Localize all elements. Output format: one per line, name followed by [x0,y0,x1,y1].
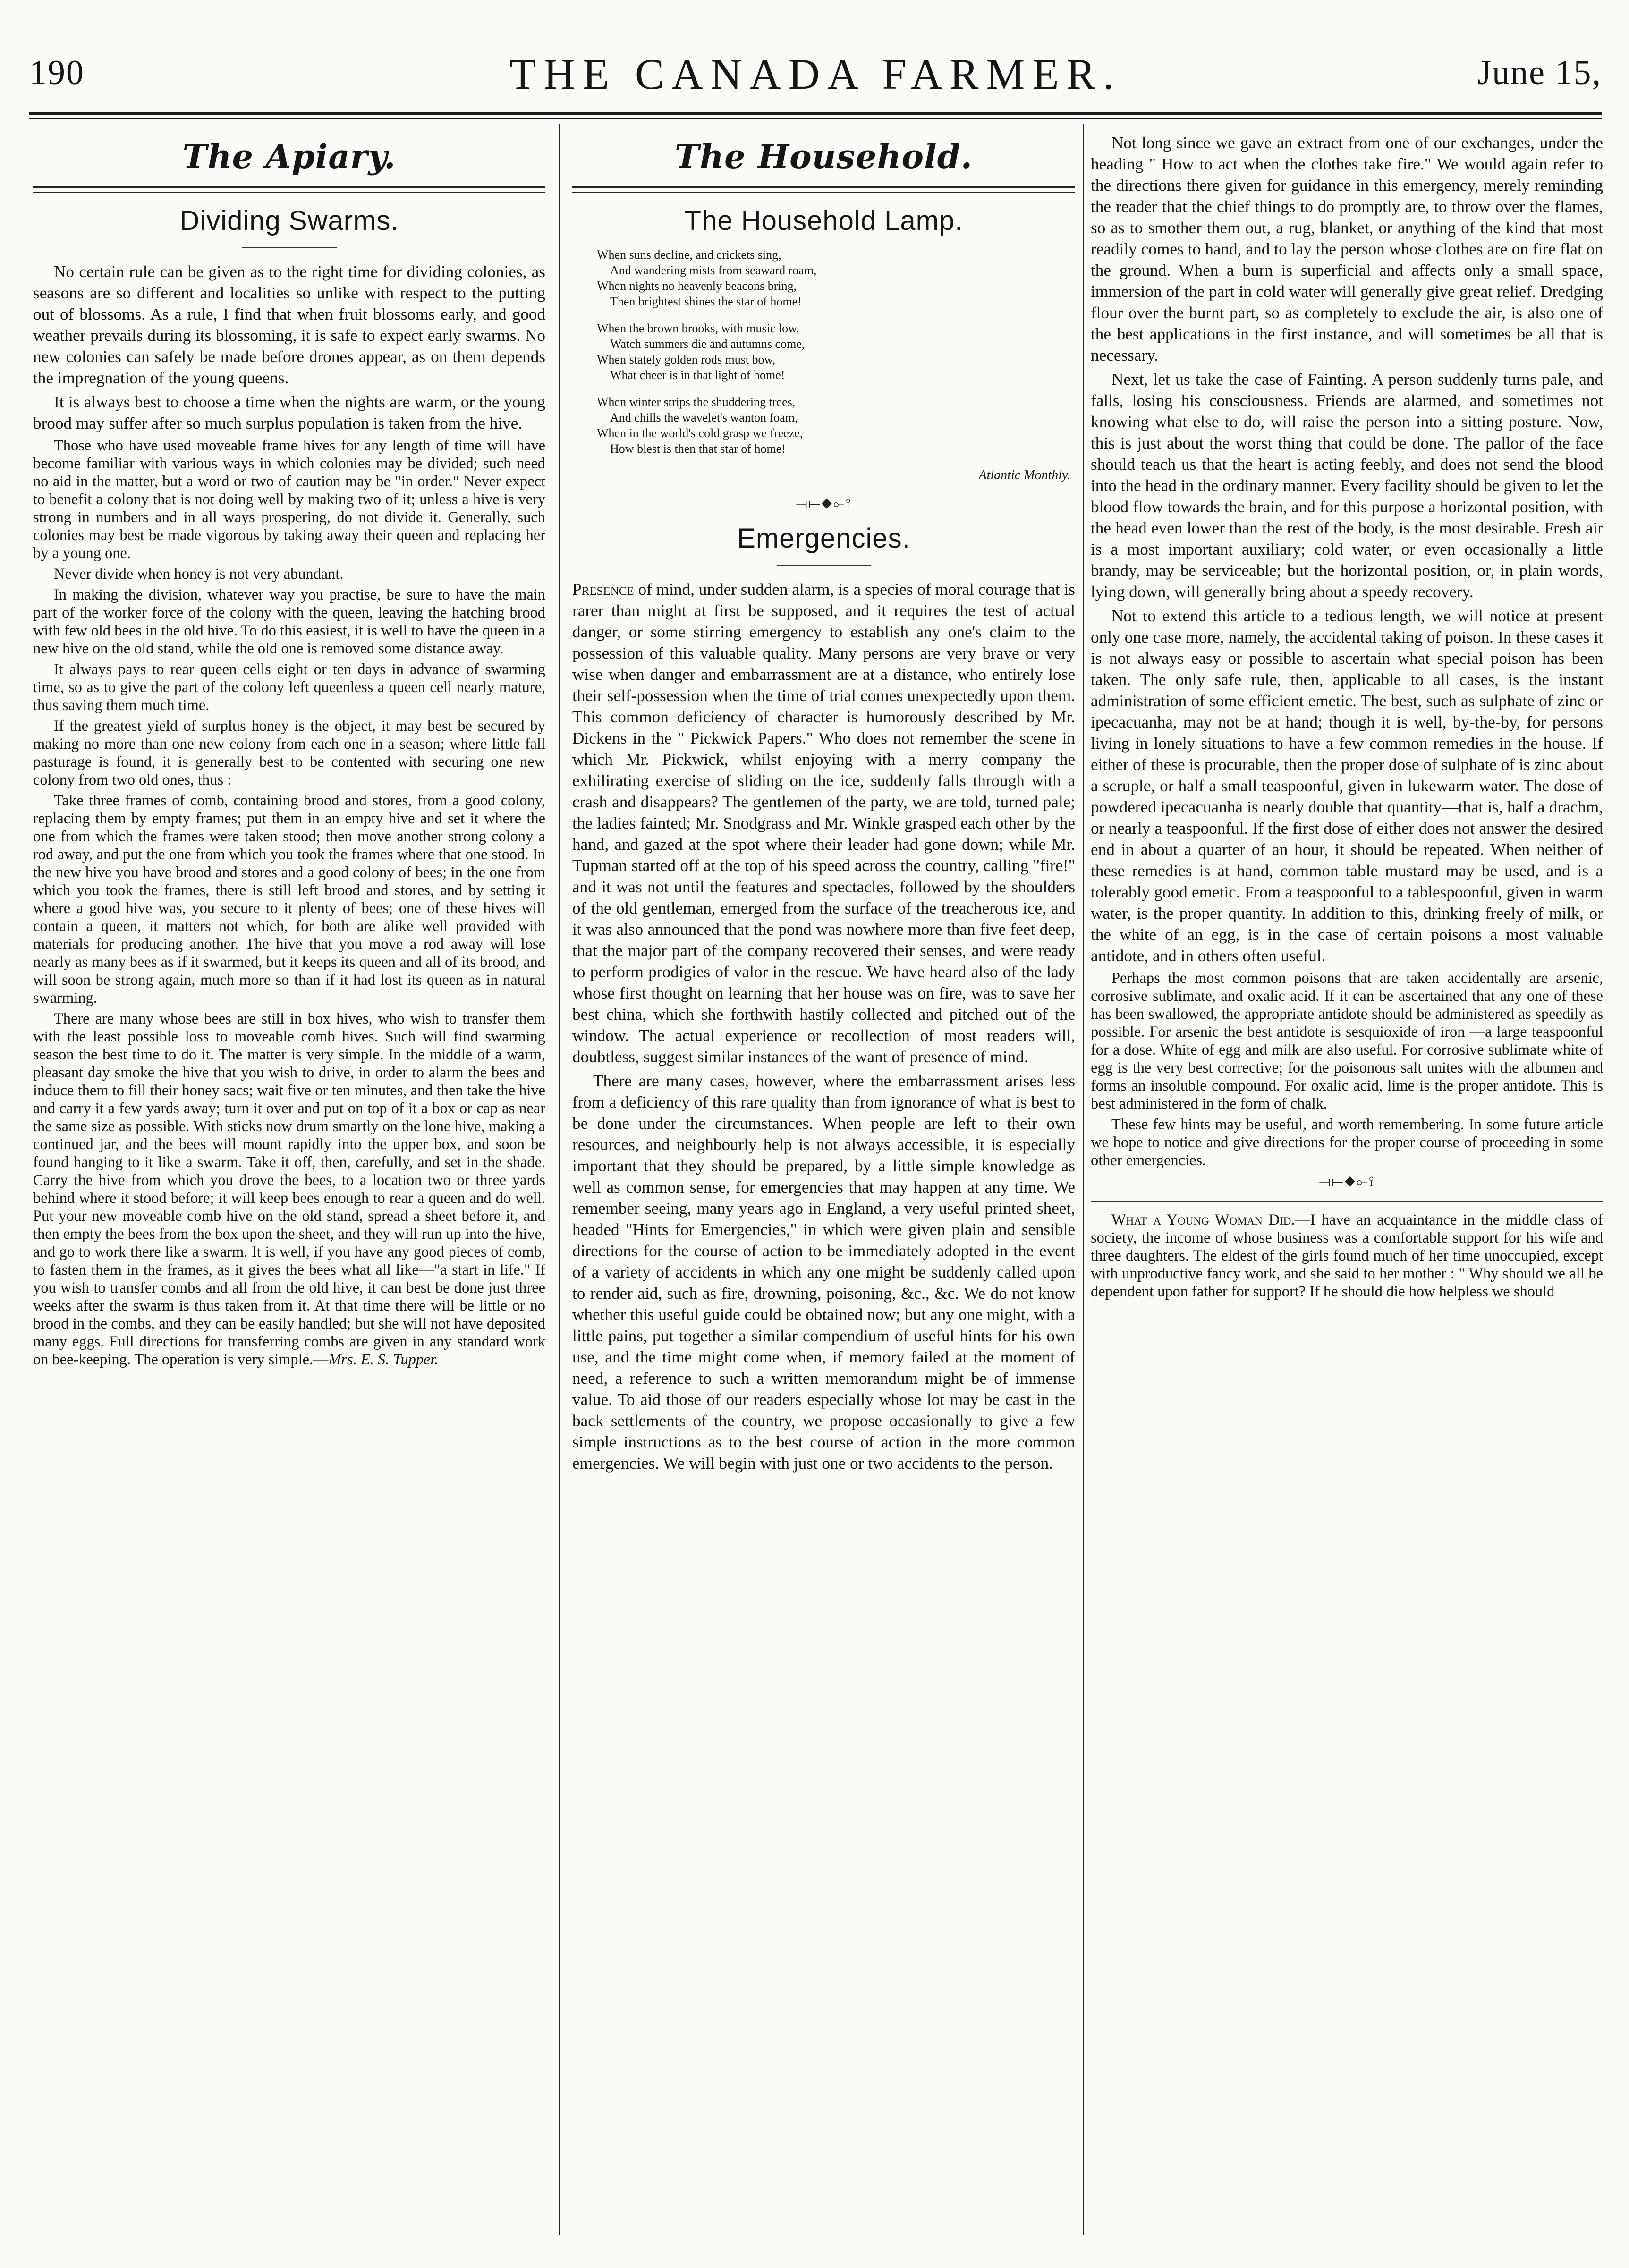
department-rule [33,186,545,193]
section-rule [1091,1201,1603,1202]
poem-line: When winter strips the shuddering trees, [597,395,796,409]
paragraph: If the greatest yield of surplus honey is the object, it may best be secured by making no more than one new colony from each one in a season; where little fall pasturage is found, it is generally best to be contented with securing one new colony from two old ones, thus : [33,718,545,788]
column-household [572,124,1075,2235]
column-rule-1 [559,124,560,2235]
anecdote-text: —I have an acquaintance in the middle class of society, the income of whose business was a comfortable support for his wife and three daughters. The eldest of the girls found much of her time unoccupied, except with unproductive fancy work, and she said to her mother : " Why should we all be dependent upon father for support? If he should die how helpless we should [1091,1211,1603,1300]
ornament-divider: ⟞⟝◆⟜⟟ [1319,1174,1375,1190]
anecdote-paragraph [1091,1211,1603,1301]
title-rule [242,247,337,248]
paragraph: No certain rule can be given as to the right time for dividing colonies, as seasons are so different and localities so unlike with respect to the putting out of blossoms. As a rule, I find that when fruit blossoms early, and good weather prevails during its blossoming, it is safe to expect early swarms. No new colonies can safely be made before drones appear, as on them depends the impregnation of the young queens. [33,262,545,387]
article-title-dividing-swarms: Dividing Swarms. [179,205,399,236]
title-rule [777,565,871,566]
department-heading-apiary: The Apiary. [182,137,396,176]
paragraph-text: of mind, under sudden alarm, is a species of moral courage that is rarer than might at first be supposed, and it requires the test of actual danger, or some stirring emergency to establish any one's claim to the possession of this valuable quality. Many persons are very brave or very wise when danger and embarrassment are at a distance, who entirely lose their self-possession when the time of trial comes unexpectedly upon them. This common deficiency of character is humorously described by Mr. Dickens in the " Pickwick Papers." Who does not remember the scene in which Mr. Pickwick, whilst enjoying with a merry company the exhilirating exercise of sliding on the ice, suddenly falls through with a crash and disappears? The gentlemen of the party, we are told, turned pale; the ladies fainted; Mr. Snodgrass and Mr. Winkle grasped each other by the hand, and gazed at the spot where their leader had gone down; while Mr. Tupman started off at the top of his speed across the country, calling "fire!" and it was not until the features and spectacles, followed by the shoulders of the old gentleman, emerged from the surface of the treacherous ice, and it was also announced that the pond was nowhere more than five feet deep, that the major part of the company recovered their senses, and were ready to perform prodigies of valor in the rescue. We have heard also of the lady whose first thought on learning that her house was on fire, was to save her best china, which she forthwith hastily collected and pitched out of the window. The actual experience or recollection of most readers will, doubtless, suggest similar instances of the want of presence of mind. [572,580,1075,1066]
poem-line: When in the world's cold grasp we freeze, [597,426,803,440]
paragraph-lead [572,579,1075,1067]
paper-title: THE CANADA FARMER. [509,50,1121,98]
poem-line: Then brightest shines the star of home! [610,295,802,308]
paragraph-text: There are many whose bees are still in box hives, who wish to transfer them with the least possible loss to moveable comb hives. Such will find swarming season the best time to do it. The matter is very simple. In the middle of a warm, pleasant day smoke the hive that you wish to drive, in order to alarm the bees and induce them to fill their honey sacs; wait five or ten minutes, and then take the hive and carry it a few yards away; turn it over and put on top of it a box or cap as near the same size as possible. With sticks now drum smartly on the lone hive, making a continued jar, and the bees will mount rapidly into the upper box, and soon be found hanging to it like a swarm. Take it off, then, carefully, and set in the shade. Carry the hive from which you drove the bees, to a location two or three yards behind where it stood before; it will keep bees enough to rear a queen and do well. Put your new moveable comb hive on the old stand, spread a sheet before it, and then empty the bees from the box upon the sheet, and they will run up into the hive, and go to work there like a swarm. It is well, if you have any good pieces of comb, to fasten them in the frames, as it gives the bees what all like—"a start in life." If you wish to transfer combs and all from the old hive, it can best be done just three weeks after the swarm is thus taken from it. At that time there will be little or no brood in the combs, and they can be easily handled; but she will not have deposited many eggs. Full directions for transferring combs are given in any standard work on bee-keeping. The operation is very simple.— [33,1010,545,1368]
poem-title: The Household Lamp. [684,205,963,236]
paragraph: These few hints may be useful, and worth remembering. In some future article we hope to notice and give directions for the proper course of proceeding in some other emergencies. [1091,1116,1603,1169]
masthead [29,19,1602,99]
poem-attribution: Atlantic Monthly. [978,468,1070,482]
poem-line: And chills the wavelet's wanton foam, [610,411,798,424]
ornament-divider: ⟞⟝◆⟜⟟ [796,496,852,512]
paragraph: Take three frames of comb, containing brood and stores, from a good colony, replacing them by empty frames; put them in an empty hive and set it where the one from which the frames were taken stood; then move another strong colony a rod away, and put the one from which you took the frames where that one stood. In the new hive you have brood and stores and a good colony of bees; in the one from which you took the frames, there is still left brood and stores, and by setting it where a good hive was, you secure to it plenty of bees; one of these hives will contain a queen, it matters not which, for both are alike well provided with materials for producing another. The hive that you move a rod away will lose nearly as many bees as if it swarmed, but it keeps its queen and all of its brood, and will soon be strong again, much more so than if it had lost its queen as in natural swarming. [33,792,545,1007]
column-apiary [33,124,545,2235]
poem-line: When suns decline, and crickets sing, [597,248,781,262]
masthead-rule [29,112,1602,115]
paragraph: There are many cases, however, where the embarrassment arises less from a deficiency of this rare quality than from ignorance of what is best to be done under the circumstances. When people are left to their own resources, and neighbourly help is not always accessible, it is especially important that they should be prepared, by a little simple knowledge as well as common sense, for emergencies that may happen at any time. We remember seeing, many years ago in England, a very useful printed sheet, headed "Hints for Emergencies," in which were given plain and sensible directions for the course of action to be immediately adopted in the event of a variety of accidents in which any one might be suddenly called upon to render aid, such as fire, drowning, poisoning, &c., &c. We do not know whether this useful guide could be obtained now; but any one might, with a little pains, put together a similar compendium of useful hints for his own use, and the time might come when, if memory failed at the moment of need, a reference to such a written memorandum might be of immense value. To aid those of our readers especially whose lot may be cast in the back settlements of the country, we propose occasionally to give a few simple instructions as to the best course of action in the more common emergencies. We will begin with just one or two accidents to the person. [572,1072,1075,1473]
department-rule [572,186,1075,193]
poem-line: Watch summers die and autumns come, [610,337,805,351]
paragraph: It is always best to choose a time when the nights are warm, or the young brood may suffer after so much surplus population is taken from the hive. [33,393,545,432]
column-emergencies-continued [1091,124,1603,2235]
poem-line: When stately golden rods must bow, [597,353,776,366]
masthead-rule-thin [29,118,1602,119]
paragraph: Never divide when honey is not very abundant. [54,566,344,583]
issue-date: June 15, [1477,53,1602,92]
paragraph: Those who have used moveable frame hives for any length of time will have become familiar with various ways in which colonies may be divided; such need no aid in the matter, but a word or two of caution may be "in order." Never expect to benefit a colony that is not doing well by making two of it; unless a hive is very strong in numbers and in all ways prospering, do not divide it. Generally, such colonies may best be made vigorous by taking away their queen and replacing her by a young one. [33,437,545,562]
poem-line: When the brown brooks, with music low, [597,322,799,335]
lead-word: Presence [572,580,634,599]
department-heading-household: The Household. [674,137,973,176]
poem [597,247,1075,457]
poem-line: And wandering mists from seaward roam, [610,263,817,277]
column-rule-2 [1083,124,1084,2235]
paragraph: Not long since we gave an extract from one of our exchanges, under the heading " How to act when the clothes take fire." We would again refer to the directions there given for guidance in this emergency, merely reminding the reader that the chief things to do promptly are, to throw over the flames, so as to smother them out, a rug, blanket, or anything of the kind that most readily comes to hand, and to lay the person whose clothes are on fire flat on the ground. When a burn is superficial and affects only a small space, immersion of the part in cold water will generally give great relief. Dredging flour over the burnt part, so as completely to exclude the air, is also one of the best applications in the first instance, and will sometimes be all that is necessary. [1091,134,1603,364]
anecdote-lead: What a Young Woman Did. [1111,1211,1295,1228]
paragraph: Perhaps the most common poisons that are taken accidentally are arsenic, corrosive sublimate, and oxalic acid. If it can be ascertained that any one of these has been swallowed, the appropriate antidote should be administered as speedily as possible. For arsenic the best antidote is sesquioxide of iron —a large teaspoonful for a dose. White of egg and milk are also useful. For corrosive sublimate white of egg is the very best corrective; for the poisonous salt unites with the albumen and forms an insoluble compound. For oxalic acid, lime is the proper antidote. This is best administered in the form of chalk. [1091,970,1603,1112]
article-title-emergencies: Emergencies. [737,523,910,554]
paragraph-last [33,1010,545,1369]
author-signature: Mrs. E. S. Tupper. [328,1351,439,1368]
poem-stanza [597,247,1075,309]
poem-stanza [597,394,1075,457]
paragraph: It always pays to rear queen cells eight or ten days in advance of swarming time, so as to give the part of the colony left queenless a queen cell nearly mature, thus saving them much time. [33,661,545,714]
page-number: 190 [29,53,85,92]
poem-line: What cheer is in that light of home! [610,368,785,382]
poem-stanza [597,321,1075,383]
paragraph: Next, let us take the case of Fainting. A person suddenly turns pale, and falls, losing his consciousness. Friends are alarmed, and sometimes not knowing what else to do, will raise the person into a sitting posture. Now, this is just about the worst thing that could be done. The pallor of the face should teach us that the heart is acting feebly, and does not send the blood into the head in the ordinary manner. Every facility should be given to let the blood flow towards the brain, and for this purpose a horizontal position, with the head even lower than the rest of the body, is the most desirable. Fresh air is a most important auxiliary; cold water, or even occasionally a little brandy, may be serviceable; but the horizontal position, or, in plain words, lying down, will generally bring about a speedy recovery. [1091,370,1603,601]
paragraph: Not to extend this article to a tedious length, we will notice at present only one case more, namely, the accidental taking of poison. In these cases it is not always easy or possible to ascertain what special poison has been taken. The only safe rule, then, applicable to all cases, is the instant administration of some efficient emetic. The best, such as sulphate of zinc or ipecacuanha, may not be at hand; though it is well, by-the-by, for persons living in lonely situations to have a few common remedies in the house. If either of these is procurable, then the proper dose of sulphate of is zinc about a scruple, or half a small teaspoonful, given in lukewarm water. The dose of powdered ipecacuanha is nearly double that quantity—that is, half a drachm, or nearly a teaspoonful. If the first dose of either does not answer the desired end in about a quarter of an hour, it should be repeated. When neither of these remedies is at hand, common table mustard may be used, and is a tolerably good emetic. From a teaspoonful to a tablespoonful, given in warm water, is the proper quantity. In addition to this, drinking freely of milk, or the white of an egg, is in the case of certain poisons a most valuable antidote, and in others often useful. [1091,607,1603,965]
poem-line: How blest is then that star of home! [610,442,786,456]
poem-line: When nights no heavenly beacons bring, [597,279,797,293]
paragraph: In making the division, whatever way you practise, be sure to have the main part of the worker force of the colony with the queen, leaving the hatching brood with few old bees in the old hive. To do this easiest, it is well to have the queen in a new hive on the old stand, while the old one is removed some distance away. [33,586,545,657]
